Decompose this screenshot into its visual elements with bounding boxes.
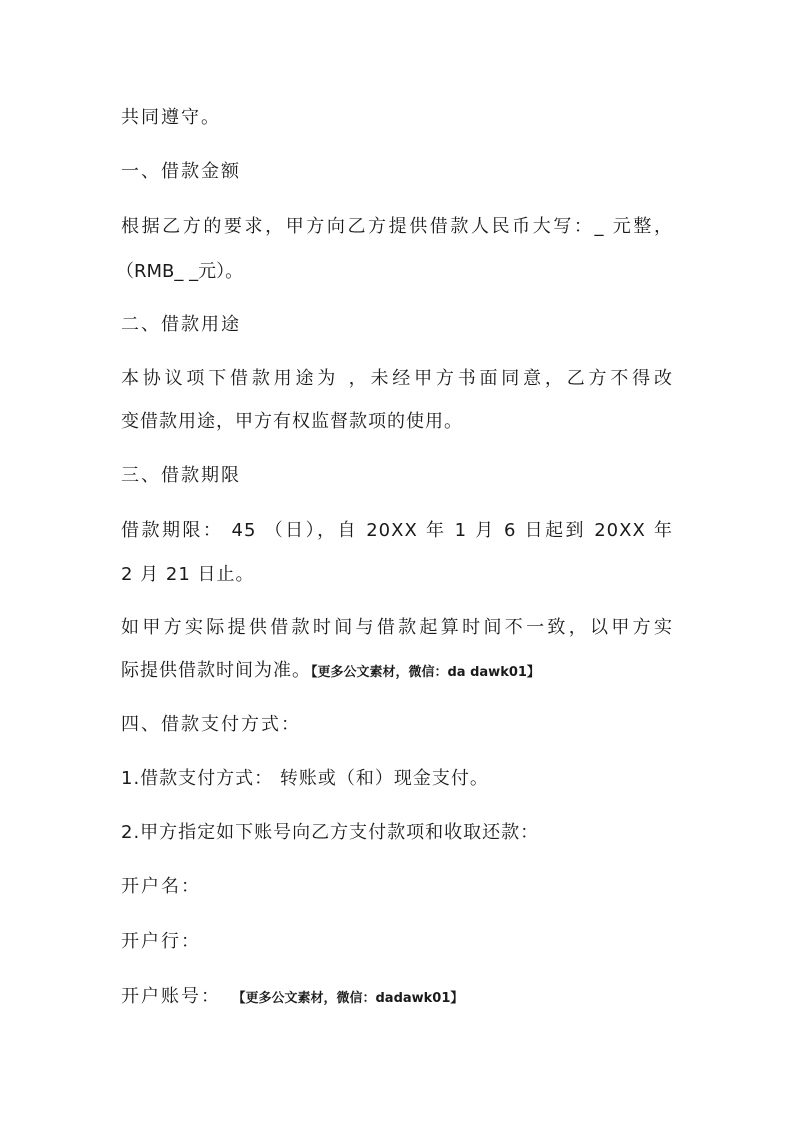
- account-bank-label: 开户行：: [121, 931, 201, 952]
- text-line: （RMB_ _元）。: [116, 261, 244, 282]
- account-number-label: 开户账号：: [121, 986, 221, 1007]
- watermark-note: 【更多公文素材，微信：da dawk01】: [311, 665, 540, 680]
- text-line: 根据乙方的要求，甲方向乙方提供借款人民币大写：_ 元整，: [121, 216, 673, 237]
- text-line: 本协议项下借款用途为 ，未经甲方书面同意，乙方不得改: [121, 368, 673, 389]
- text-line: 借款期限： 45 （日），自 20XX 年 1 月 6 日起到 20XX 年: [121, 520, 673, 541]
- text-segment: 际提供借款时间为准。: [121, 660, 311, 681]
- text-line: 变借款用途，甲方有权监督款项的使用。: [121, 411, 463, 432]
- text-line: 如甲方实际提供借款时间与借款起算时间不一致，以甲方实: [121, 617, 673, 638]
- text-line: 1.借款支付方式： 转账或（和）现金支付。: [121, 768, 489, 789]
- text-line: [121, 985, 463, 1011]
- section-heading-payment-method: 四、借款支付方式：: [121, 714, 301, 735]
- text-line: 共同遵守。: [121, 107, 221, 128]
- text-line: [121, 659, 540, 685]
- account-name-label: 开户名：: [121, 876, 201, 897]
- text-line: 2.甲方指定如下账号向乙方支付款项和收取还款：: [121, 822, 540, 843]
- section-heading-loan-term: 三、借款期限: [121, 465, 241, 486]
- section-heading-loan-amount: 一、借款金额: [121, 161, 241, 182]
- section-heading-loan-purpose: 二、借款用途: [121, 314, 241, 335]
- watermark-note: 【更多公文素材，微信：dadawk01】: [239, 991, 464, 1006]
- text-line: 2 月 21 日止。: [121, 564, 255, 585]
